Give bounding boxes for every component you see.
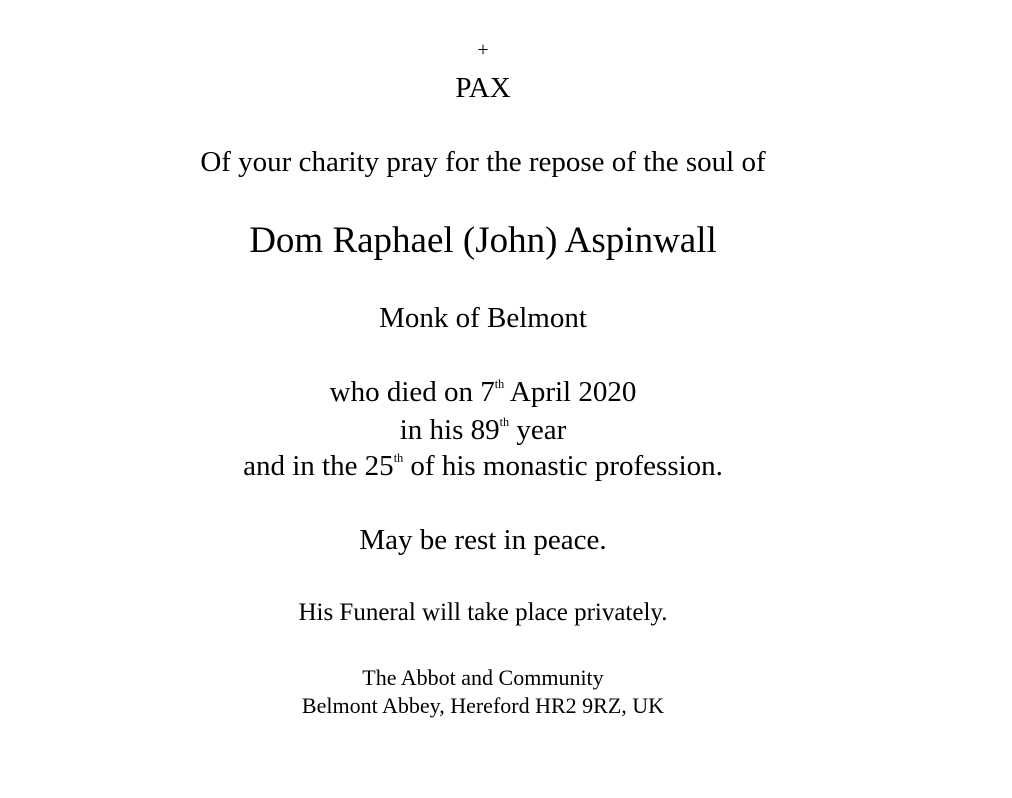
age-line bbox=[0, 416, 966, 445]
signature-text: The Abbot and Community bbox=[362, 665, 604, 690]
funeral-notice: His Funeral will take place privately. bbox=[298, 599, 668, 626]
blessing-text: May be rest in peace. bbox=[359, 524, 607, 556]
abbey-address: Belmont Abbey, Hereford HR2 9RZ, UK bbox=[301, 693, 665, 718]
pax-heading: PAX bbox=[455, 72, 511, 104]
cross-symbol: + bbox=[477, 39, 489, 61]
deceased-role: Monk of Belmont bbox=[379, 302, 587, 334]
age-suffix: year bbox=[509, 414, 567, 446]
age-ordinal: th bbox=[499, 415, 510, 430]
date-of-death-ordinal: th bbox=[494, 377, 505, 392]
date-of-death-line bbox=[0, 378, 966, 407]
date-of-death-prefix: who died on 7 bbox=[329, 376, 495, 408]
age-prefix: in his 89 bbox=[399, 414, 500, 446]
deceased-name: Dom Raphael (John) Aspinwall bbox=[249, 220, 717, 261]
profession-ordinal: th bbox=[393, 451, 404, 466]
profession-prefix: and in the 25 bbox=[243, 450, 394, 482]
profession-suffix: of his monastic profession. bbox=[403, 450, 723, 482]
intro-text: Of your charity pray for the repose of the soul of bbox=[200, 146, 766, 178]
date-of-death-suffix: April 2020 bbox=[504, 376, 637, 408]
profession-line bbox=[0, 452, 966, 481]
